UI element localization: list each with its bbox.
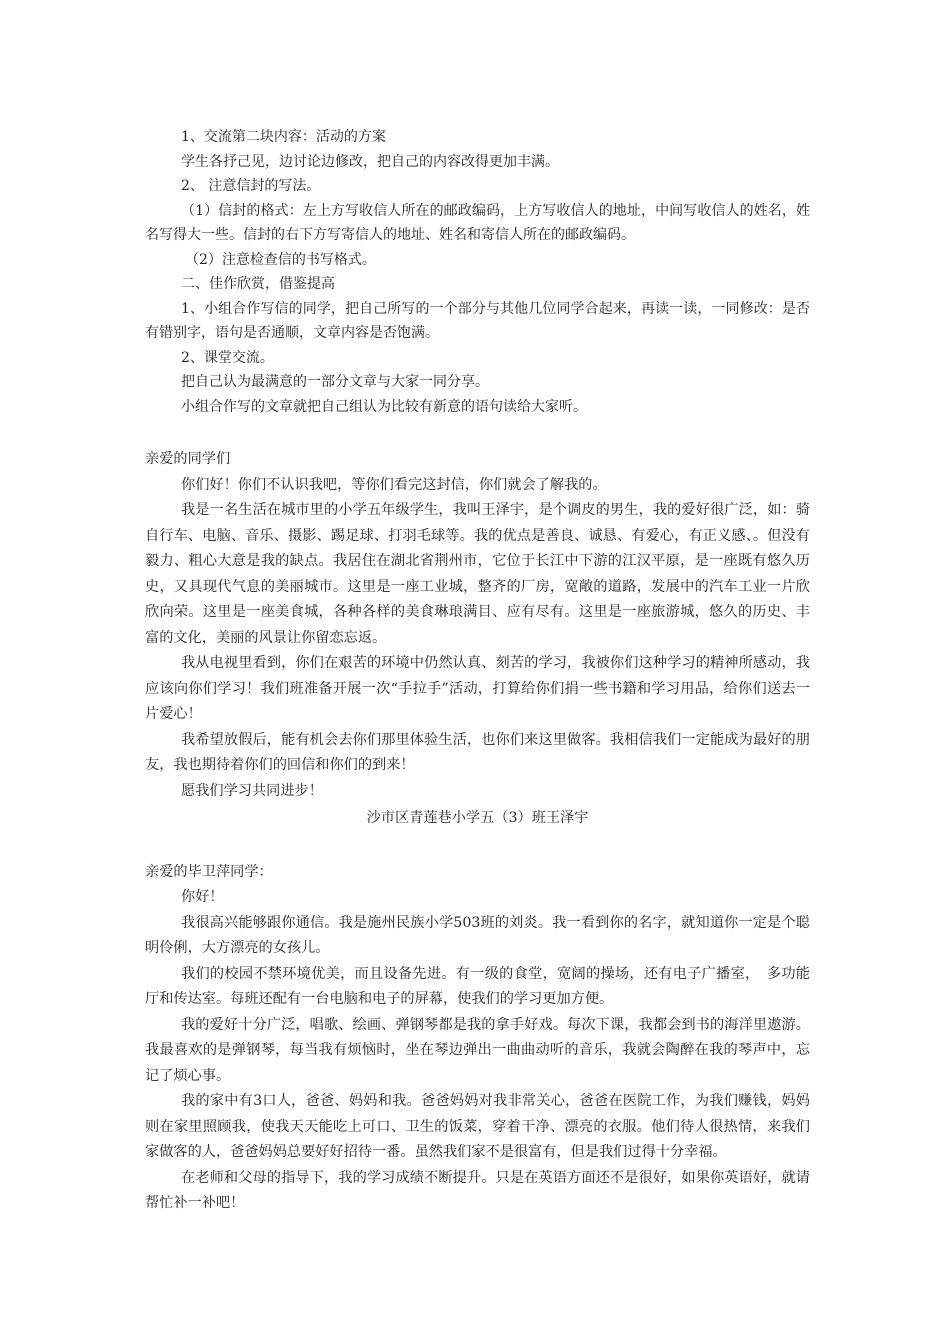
lesson-line: （2）注意检查信的书写格式。 <box>185 251 376 268</box>
letter-paragraph: 我们的校园不禁环境优美，而且设备先进。有一级的食堂，宽阔的操场，还有电子广播室， 多功能厅和传达室。每班还配有一台电脑和电子的屏幕，使我们的学习更加方便。 <box>145 965 810 1007</box>
letter-paragraph: 我的家中有3口人，爸爸、妈妈和我。爸爸妈妈对我非常关心，爸爸在医院工作，为我们赚钱，妈妈则在家里照顾我，使我天天能吃上可口、卫生的饭菜，穿着干净、漂亮的衣服。他们待人很热情，来我们家做客的人，爸爸妈妈总要好好招待一番。虽然我们家不是很富有，但是我们过得十分幸福。 <box>145 1093 810 1160</box>
letter-paragraph: 我从电视里看到，你们在艰苦的环境中仍然认真、刻苦的学习，我被你们这种学习的精神所感动，我应该向你们学习！我们班准备开展一次“手拉手”活动，打算给你们捐一些书籍和学习用品，给你们送去一片爱心！ <box>145 655 810 722</box>
letter-paragraph: 在老师和父母的指导下，我的学习成绩不断提升。只是在英语方面还不是很好，如果你英语好，就请帮忙补一补吧！ <box>145 1169 810 1211</box>
lesson-line: 2、课堂交流。 <box>181 349 274 366</box>
letter-two <box>145 860 810 1217</box>
lesson-line: 2、 注意信封的写法。 <box>181 178 321 194</box>
letter-one <box>145 447 810 832</box>
lesson-notes-section <box>145 125 810 419</box>
lesson-line: 学生各抒己见，边讨论边修改，把自己的内容改得更加丰满。 <box>181 153 559 170</box>
letter-salutation: 亲爱的同学们 <box>145 451 231 467</box>
letter-paragraph: 我的爱好十分广泛，唱歌、绘画、弹钢琴都是我的拿手好戏。每次下课，我都会到书的海洋里遨游。我最喜欢的是弹钢琴，每当我有烦恼时，坐在琴边弹出一曲曲动听的音乐，我就会陶醉在我的琴声中，忘记了烦心事。 <box>145 1016 810 1084</box>
letter-paragraph: 你好！ <box>181 889 224 905</box>
letter-paragraph: 你们好！你们不认识我吧，等你们看完这封信，你们就会了解我的。 <box>181 476 607 493</box>
lesson-line: 小组合作写的文章就把自己组认为比较有新意的语句读给大家听。 <box>181 398 587 415</box>
document-body <box>145 125 810 1217</box>
lesson-line: （1）信封的格式：左上方写收信人所在的邮政编码，上方写收信人的地址，中间写收信人的姓名，姓名写得大一些。信封的右下方写寄信人的地址、姓名和寄信人所在的邮政编码。 <box>145 202 810 243</box>
letter-salutation: 亲爱的毕卫萍同学： <box>145 863 273 880</box>
lesson-line: 1、小组合作写信的同学，把自己所写的一个部分与其他几位同学合起来，再读一读，一同修改：是否有错别字，语句是否通顺，文章内容是否饱满。 <box>145 300 810 341</box>
lesson-line: 把自己认为最满意的一部分文章与大家一同分享。 <box>181 374 489 390</box>
letter-signature: 沙市区青莲巷小学五（3）班王泽宇 <box>366 810 589 826</box>
letter-paragraph: 我是一名生活在城市里的小学五年级学生，我叫王泽宇，是个调皮的男生，我的爱好很广泛，如：骑自行车、电脑、音乐、摄影、踢足球、打羽毛球等。我的优点是善良、诚恳、有爱心，有正义感、。但没有毅力、粗心大意是我的缺点。我居住在湖北省荆州市，它位于长江中下游的江汉平原，是一座既有悠久历史，又具现代气息的美丽城市。这里是一座工业城，整齐的厂房，宽敞的道路，发展中的汽车工业一片欣欣向荣。这里是一座美食城，各种各样的美食琳琅满目、应有尽有。这里是一座旅游城，悠久的历史、丰富的文化，美丽的风景让你留恋忘返。 <box>145 502 810 646</box>
letter-paragraph: 我很高兴能够跟你通信。我是施州民族小学503班的刘炎。我一看到你的名字，就知道你一定是个聪明伶俐，大方漂亮的女孩儿。 <box>145 914 810 956</box>
lesson-line: 1、交流第二块内容：活动的方案 <box>181 129 386 145</box>
letter-paragraph: 我希望放假后，能有机会去你们那里体验生活，也你们来这里做客。我相信我们一定能成为最好的朋友，我也期待着你们的回信和你们的到来！ <box>145 731 810 773</box>
letter-paragraph: 愿我们学习共同进步！ <box>181 782 323 799</box>
lesson-line: 二、佳作欣赏，借鉴提高 <box>181 276 335 292</box>
